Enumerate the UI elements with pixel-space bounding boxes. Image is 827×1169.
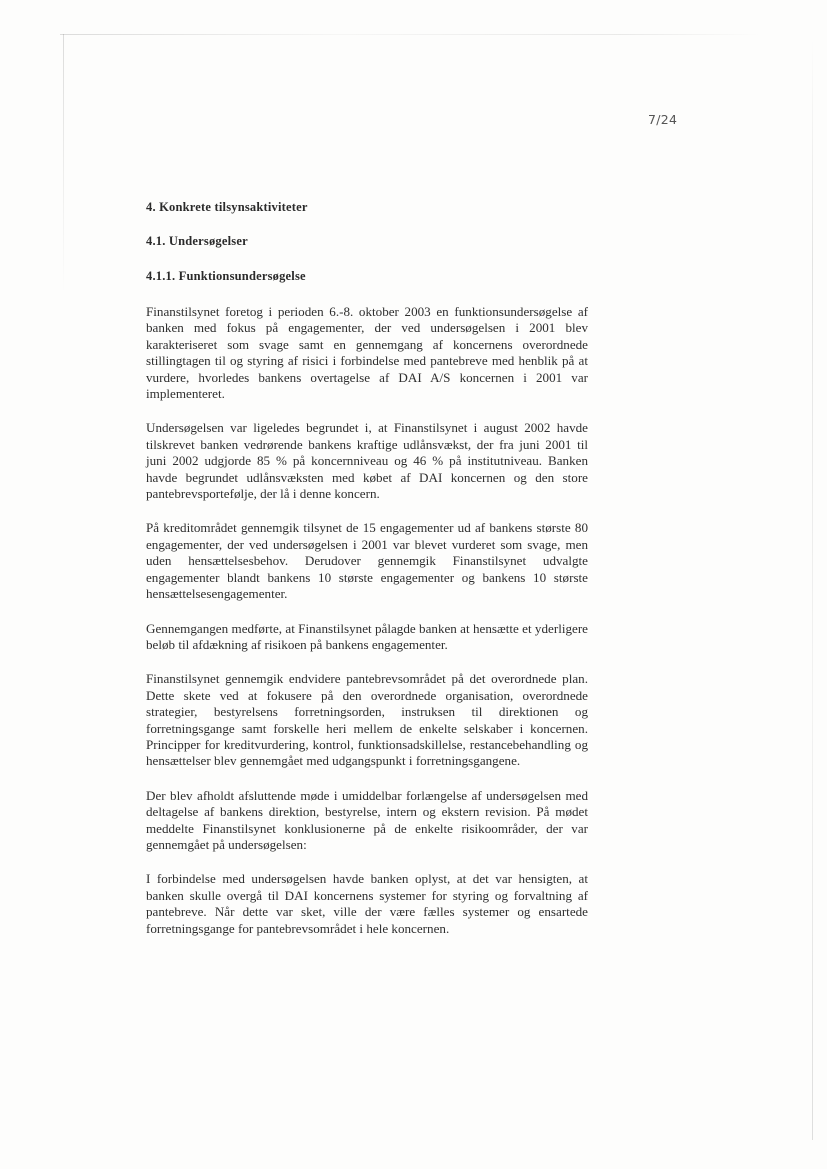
subsubsection-heading: 4.1.1. Funktionsundersøgelse — [146, 269, 306, 283]
paragraph: Undersøgelsen var ligeledes begrundet i, at Finanstilsynet i august 2002 havde tilskrevet banken vedrørende bankens kraftige udlånsvækst, der fra juni 2001 til juni 2002 udgjorde 85 % på koncernniveau og 46 % på institutniveau. Banken havde begrundet udlånsvæksten med købet af DAI koncernen og den store pantebrevsportefølje, der lå i denne koncern. — [146, 420, 588, 502]
scan-edge-right — [812, 40, 813, 1140]
subsection-heading: 4.1. Undersøgelser — [146, 234, 248, 248]
paragraph: I forbindelse med undersøgelsen havde banken oplyst, at det var hensigten, at banken skulle overgå til DAI koncernens systemer for styring og forvaltning af pantebreve. Når dette var sket, ville der være fælles systemer og ensartede forretningsgange for pantebrevsområdet i hele koncernen. — [146, 871, 588, 936]
page-number: 7/24 — [648, 112, 678, 127]
paragraph: Finanstilsynet gennemgik endvidere pantebrevsområdet på det overordnede plan. Dette skete ved at fokusere på den overordnede organisation, overordnede strategier, bestyrelsens forretningsorden, instruksen til direktionen og forretningsgange samt forskelle heri mellem de enkelte selskaber i koncernen. Principper for kreditvurdering, kontrol, funktionsadskillelse, restancebehandling og hensættelser blev gennemgået med udgangspunkt i forretningsgangene. — [146, 671, 588, 769]
paragraph: Der blev afholdt afsluttende møde i umiddelbar forlængelse af undersøgelsen med deltagelse af bankens direktion, bestyrelse, intern og ekstern revision. På mødet meddelte Finanstilsynet konklusionerne på de enkelte risikoområder, der var gennemgået på undersøgelsen: — [146, 787, 588, 852]
paragraph: På kreditområdet gennemgik tilsynet de 15 engagementer ud af bankens største 80 engagementer, der ved undersøgelsen i 2001 var blevet vurderet som svage, men uden hensættelsesbehov. Derudover gennemgik Finanstilsynet udvalgte engagementer blandt bankens 10 største engagementer og bankens 10 største hensættelsesengagementer. — [146, 520, 588, 602]
section-heading: 4. Konkrete tilsynsaktiviteter — [146, 200, 308, 214]
paragraph: Finanstilsynet foretog i perioden 6.-8. oktober 2003 en funktionsundersøgelse af banken med fokus på engagementer, der ved undersøgelsen i 2001 blev karakteriseret som svage samt en gennemgang af koncernens overordnede stillingtagen til og styring af risici i forbindelse med pantebreve med henblik på at vurdere, hvorledes bankens overtagelse af DAI A/S koncernen i 2001 var implementeret. — [146, 304, 588, 402]
document-body — [146, 200, 588, 937]
scan-edge-top — [60, 34, 760, 35]
scan-edge-left — [63, 34, 64, 294]
paragraph: Gennemgangen medførte, at Finanstilsynet pålagde banken at hensætte et yderligere beløb til afdækning af risikoen på bankens engagementer. — [146, 620, 588, 652]
